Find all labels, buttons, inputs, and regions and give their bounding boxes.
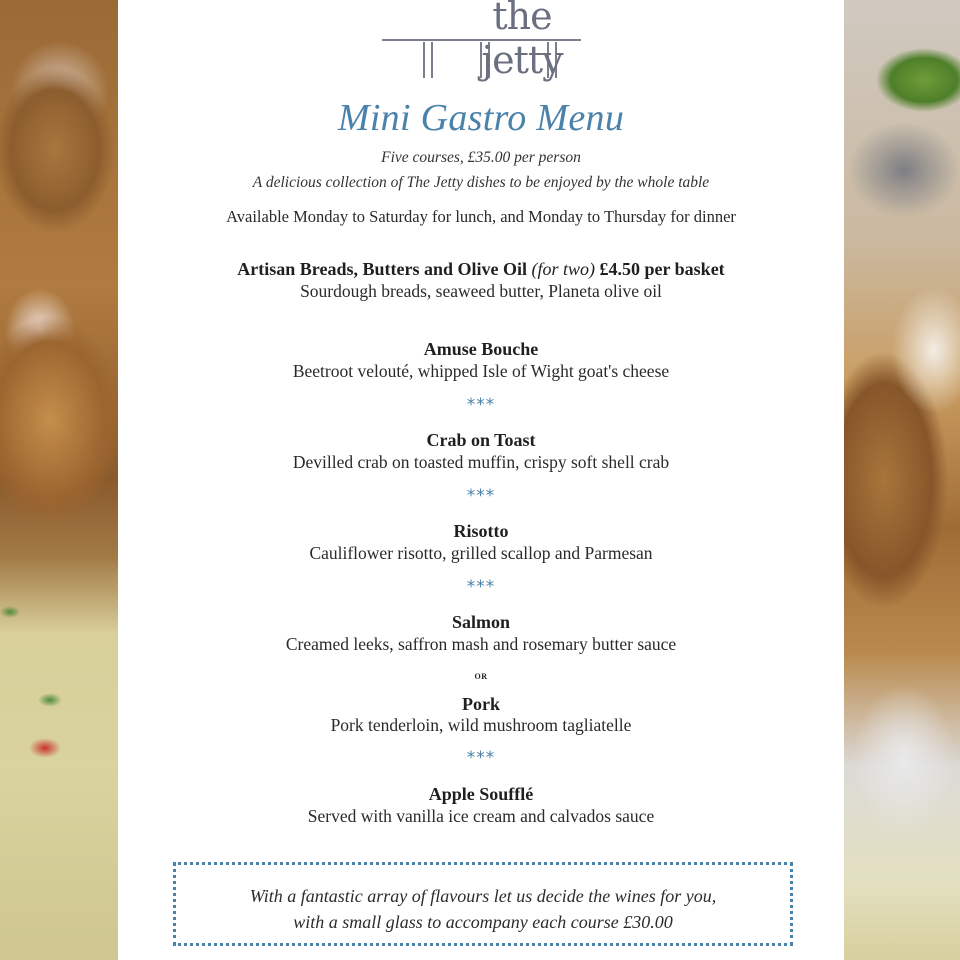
wine-line-1: With a fantastic array of flavours let us decide the wines for you, xyxy=(249,886,717,906)
course-description: Devilled crab on toasted muffin, crispy soft shell crab xyxy=(292,452,670,472)
course-name: Amuse Bouche xyxy=(423,339,539,359)
bread-note: (for two) xyxy=(531,259,595,279)
course-description: Creamed leeks, saffron mash and rosemary butter sauce xyxy=(285,634,677,654)
bread-name: Artisan Breads, Butters and Olive Oil xyxy=(237,259,527,279)
course-description: Cauliflower risotto, grilled scallop and Parmesan xyxy=(309,543,653,563)
bread-price: £4.50 per basket xyxy=(599,259,725,279)
or-divider: or xyxy=(474,668,488,682)
bread-description: Sourdough breads, seaweed butter, Planeta olive oil xyxy=(300,281,662,301)
course-name: Pork xyxy=(462,694,500,714)
course-separator: *** xyxy=(466,748,496,768)
menu-panel xyxy=(118,0,844,960)
background-photo-right xyxy=(844,0,960,960)
menu-tagline: A delicious collection of The Jetty dishes to be enjoyed by the whole table xyxy=(252,174,710,191)
logo-wordmark: the jetty xyxy=(481,0,563,82)
course-name: Crab on Toast xyxy=(426,430,536,450)
course-name: Apple Soufflé xyxy=(428,784,534,804)
menu-title: Mini Gastro Menu xyxy=(337,97,625,139)
course-name: Salmon xyxy=(451,612,511,632)
availability-text: Available Monday to Saturday for lunch, and Monday to Thursday for dinner xyxy=(226,207,736,226)
course-description: Beetroot velouté, whipped Isle of Wight goat's cheese xyxy=(292,361,670,381)
course-description: Pork tenderloin, wild mushroom tagliatelle xyxy=(330,715,632,735)
course-description: Served with vanilla ice cream and calvados sauce xyxy=(307,806,655,826)
bread-heading xyxy=(118,259,844,280)
wine-pairing-box xyxy=(173,862,793,946)
background-photo-left xyxy=(0,0,118,960)
course-separator: *** xyxy=(466,577,496,597)
course-separator: *** xyxy=(466,395,496,415)
course-name: Risotto xyxy=(453,521,509,541)
wine-line-2: with a small glass to accompany each course £30.00 xyxy=(293,912,673,932)
course-separator: *** xyxy=(466,486,496,506)
jetty-logo xyxy=(376,0,596,84)
price-per-person: Five courses, £35.00 per person xyxy=(381,149,581,166)
